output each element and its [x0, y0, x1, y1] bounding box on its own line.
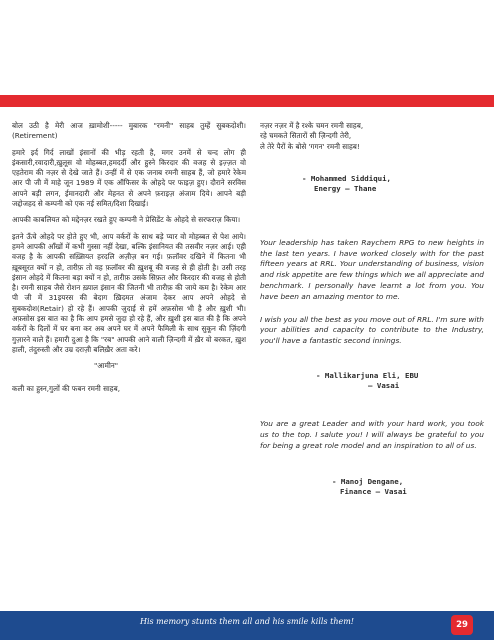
poem-line-2: रहे चमकते सितारों सी ज़िन्दगी तेरी,	[260, 131, 352, 141]
signature-2-place: – Vasai	[368, 381, 400, 391]
signature-2-name: - Mallikarjuna Eli, EBU	[316, 371, 419, 381]
body-paragraph-2: आपकी काबलियत को मद्देनज़र रखते हुए कम्पनी ने प्रेसिडेंट के ओहदे से सरफराज़ किया।	[12, 215, 241, 225]
tribute-quote-2: I wish you all the best as you move out of RRL. I'm sure with your abilities and capacity to contribute to the Industry, you'll have a fantastic second innings.	[260, 314, 484, 346]
body-paragraph-3: इतने ऊँचे ओहदे पर होते हुए भी, आप वर्करों के साथ बड़े प्यार वो मोहब्बत से पेश आये। हमने आपकी आँखों में कभी गुस्सा नहीं देखा, बल्कि इंसानियत की तसवीर नज़र आई। एही वजह है के आपकी सख़्सियत हरदलि अज़ीज़ बन गई। फ़लॉवर दखिने में कितना भी ख़ूबसूरत क्यों न हो, तारीफ़ तो वह फ़लॉवर की ख़ुशबू की वजह से ही होती है। उसी तरह इंसान ओहदे में कितना बड़ा क्यों न हो, तारीफ़ उसके सिफ़त और किरदार की वजह से होती है। रमनी साहब जैसे रोशन ख़्याल इंसान की जितनी भी तारीफ़ की जाये कम है। रेकेम आर पी जी में 31इयरस की बेदाग ख़िदमत अंजाम देकर आप अपने ओहदे से सुबकदोश(Retair) हो रहे हैं। आपकी जुदाई से हमें अफ़सोस भी है और ख़ुशी भी। अफ़सोस इस बात का है कि आप हमसे जुदा हो रहे हैं, और ख़ुशी इस बात की है कि अपने वर्करों के दिलों में घर बना कर अब अपने घर में अपने फैमिली के साथ सुकून की ज़िंदगी गुज़ारने वाले हैं। हमारी दुआ है कि "रब" आपकी आने वाली ज़िन्दगी में ख़ैर वो बरकत, ख़ुश हाली, तंदुरुस्ती और उम्र दराज़ी बलिख़ैर अता करे।	[12, 231, 246, 354]
closing-verse-line: कली का हुस्न,गुलों की फबन रमनी साहब,	[12, 383, 120, 393]
signature-3-name: - Manoj Dengane,	[332, 477, 404, 487]
page-number-badge: 29	[451, 615, 473, 635]
header-area	[0, 0, 494, 95]
tribute-quote-3: You are a great Leader and with your hard work, you took us to the top. I salute you! I will always be grateful to you for being a great role model and an inspiration to all of us.	[260, 419, 484, 450]
opening-paragraph: बोल उठी है मेरी आज ख़ामोशी----- मुबारक "रमनी" साहब तुम्हें सुबकदोशी।(Retirement)	[12, 121, 246, 141]
signature-1-place: Energy – Thane	[314, 183, 377, 193]
hindi-tribute-column	[12, 121, 246, 611]
poem-line-3: ले तेरे पैरों के बोसे 'गगन' रमनी साहब!	[260, 141, 360, 151]
signature-1-name: - Mohammed Siddiqui,	[302, 173, 391, 183]
body-paragraph-1: हमारे इर्द गिर्द लाखों इंसानों की भीड़ रहती है, मगर उनमें से चन्द लोग ही इंकसारी,रवादारी,ख़ुलूस वो मोहब्बत,हमदर्दी और हुस्ने किरदार की वजह से इज़्ज़त वो एहतेराम की नज़र से देखे जाते हैं। उन्हीं में से एक जनाब रमनी साहब हैं, जो हमारे रेकेम आर पी जी में माहे जून 1989 में एक ऑफिसर के ओहदे पर फाइज़ हुए। दौराने सरविस आपने बड़ी लगन, ईमानदारी और मेहनत से अपने फ़राइज़ अंजाम दिये। आपने बड़ी जद्दोजहद से कम्पनी को एक नई समित/दिशा दिखाई।	[12, 147, 246, 209]
amin-line: "आमीन"	[94, 361, 119, 371]
footer-tagline: His memory stunts them all and his smile kills them!	[139, 617, 355, 626]
tributes-column	[260, 121, 484, 611]
signature-3-place: Finance – Vasai	[340, 487, 407, 497]
accent-stripe	[0, 95, 494, 107]
poem-line-1: नज़र नज़र में है रश्के चमन रमनी साहब,	[260, 121, 364, 130]
tribute-quote-1: Your leadership has taken Raychem RPG to new heights in the last ten years. I have worked closely with for the past fifteen years at RRL. Your understanding of business, vision and risk appetite are few things which we all appreciate and benchmark. I personally have learnt a lot from you. You have been an amazing mentor to me.	[260, 237, 484, 301]
